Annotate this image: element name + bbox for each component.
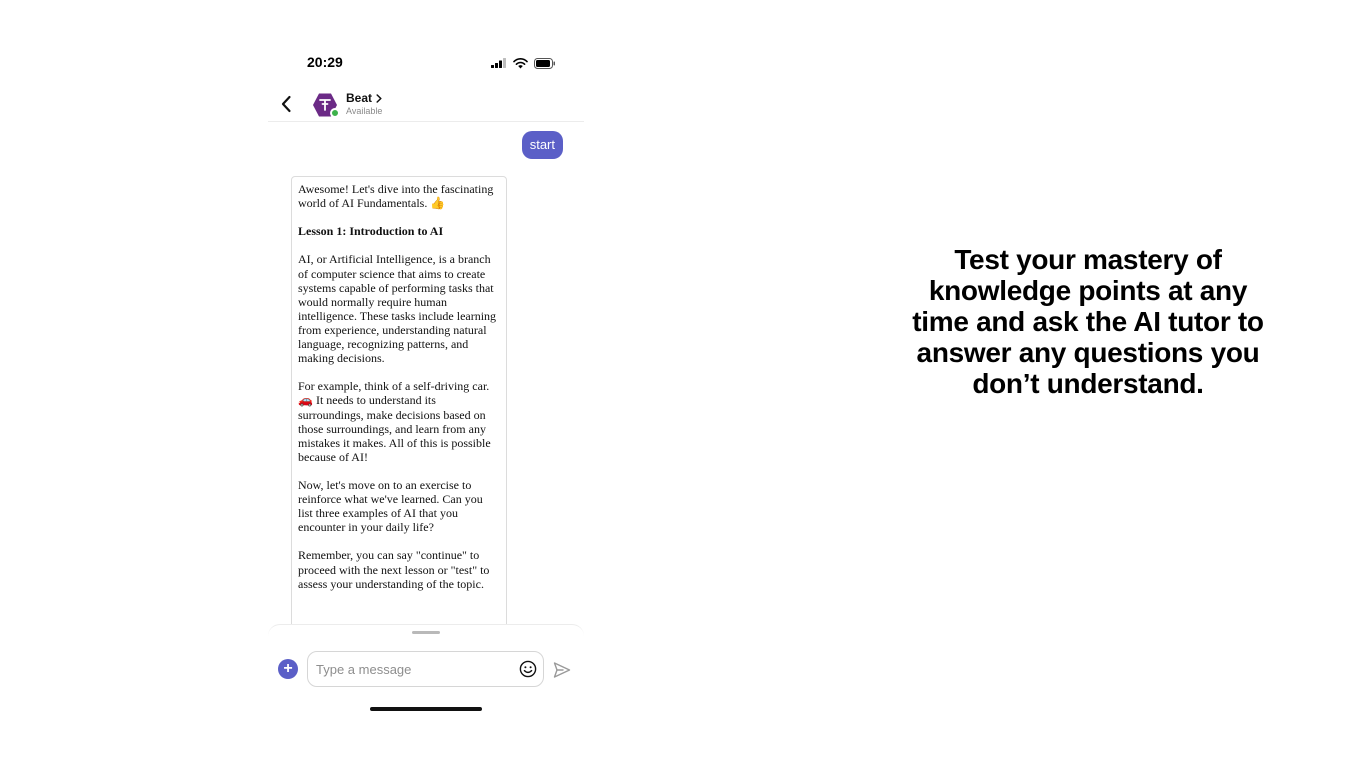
user-message-bubble[interactable]: start	[522, 131, 563, 159]
bot-message-bubble[interactable]	[291, 176, 507, 624]
smiley-icon[interactable]	[519, 660, 537, 678]
chat-header	[268, 88, 584, 122]
back-button[interactable]	[274, 92, 298, 116]
online-status-dot	[330, 108, 340, 118]
status-icons	[491, 56, 556, 70]
home-indicator	[370, 707, 482, 711]
promo-tagline: Test your mastery of knowledge points at any time and ask the AI tutor to answer any questions you don’t understand.	[912, 244, 1264, 399]
status-bar	[268, 52, 584, 74]
add-button[interactable]	[278, 659, 298, 679]
message-composer	[268, 624, 584, 694]
message-input-container[interactable]	[307, 651, 544, 687]
lesson-title: Lesson 1: Introduction to AI	[298, 224, 444, 239]
message-input[interactable]	[316, 652, 512, 686]
signal-icon	[491, 58, 507, 68]
chevron-right-icon	[376, 94, 382, 103]
bot-message-paragraph: For example, think of a self-driving car. 🚗 It needs to understand its surroundings, make decisions based on those surroundings, and learn from any mistakes it makes. All of this is possible because of AI!	[298, 379, 491, 464]
drag-handle[interactable]	[412, 631, 440, 634]
bot-message-paragraph: AI, or Artificial Intelligence, is a branch of computer science that aims to create systems capable of performing tasks that would normally require human intelligence. These tasks include learning from experience, understanding natural language, recognizing patterns, and making decisions.	[298, 252, 497, 366]
wifi-icon	[513, 58, 528, 69]
plus-icon: +	[283, 660, 293, 677]
bot-message-paragraph: Remember, you can say "continue" to proceed with the next lesson or "test" to assess your understanding of the topic.	[298, 548, 490, 591]
bot-message-paragraph: Now, let's move on to an exercise to reinforce what we've learned. Can you list three examples of AI that you encounter in your daily life?	[298, 477, 483, 535]
chevron-left-icon	[280, 95, 292, 113]
message-list[interactable]	[268, 124, 584, 624]
battery-icon	[534, 58, 556, 69]
bot-name-link[interactable]	[346, 91, 382, 105]
bot-name: Beat	[346, 91, 373, 105]
send-icon[interactable]	[552, 660, 572, 680]
bot-status: Available	[346, 106, 383, 116]
bot-message-intro: Awesome! Let's dive into the fascinating world of AI Fundamentals. 👍	[298, 182, 494, 211]
phone-screen	[268, 40, 584, 730]
status-time: 20:29	[307, 54, 343, 70]
